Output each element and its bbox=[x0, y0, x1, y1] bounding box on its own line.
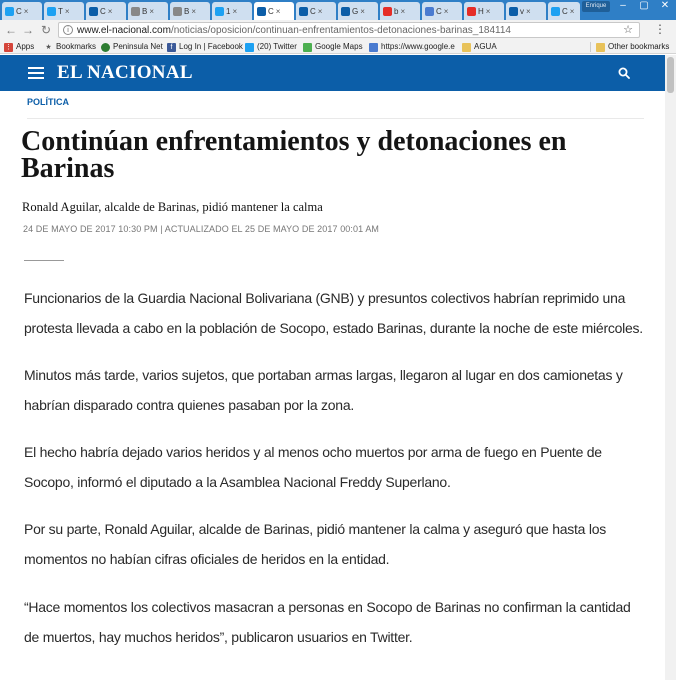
facebook-icon: f bbox=[167, 43, 176, 52]
article-dateline: 24 DE MAYO DE 2017 10:30 PM | ACTUALIZADO EL 25 DE MAYO DE 2017 00:01 AM bbox=[23, 224, 380, 234]
browser-toolbar bbox=[0, 20, 676, 40]
bookmark-bookmarks[interactable]: ★ Bookmarks bbox=[45, 42, 97, 51]
site-header bbox=[0, 55, 665, 91]
article-paragraph: “Hace momentos los colectivos masacran a personas en Socopo de Barinas no confirman la cantidad de muertos, hay muchos heridos”, publicaron usuarios en Twitter. bbox=[24, 599, 631, 645]
bookmark-agua[interactable]: AGUA bbox=[462, 41, 497, 53]
browser-tab[interactable]: b × bbox=[380, 2, 420, 20]
twitter-icon bbox=[215, 7, 224, 16]
bookmark-peninsula-net[interactable]: Peninsula Net bbox=[101, 41, 163, 53]
tab-close-icon[interactable]: × bbox=[485, 6, 491, 16]
google-icon bbox=[173, 7, 182, 16]
apps-icon: ⋮ bbox=[5, 43, 12, 51]
browser-tab[interactable]: C × bbox=[548, 2, 580, 20]
reload-button[interactable]: ↻ bbox=[40, 23, 52, 37]
page-scrollbar[interactable] bbox=[665, 55, 676, 680]
browser-tab[interactable]: B × bbox=[128, 2, 168, 20]
google-icon bbox=[131, 7, 140, 16]
info-icon[interactable]: i bbox=[63, 25, 73, 35]
search-icon[interactable] bbox=[618, 67, 630, 79]
twitter-icon bbox=[47, 7, 56, 16]
tab-close-icon[interactable]: × bbox=[232, 6, 238, 16]
tab-close-icon[interactable]: × bbox=[191, 6, 197, 16]
menu-kebab-icon[interactable]: ⋮ bbox=[654, 22, 666, 36]
browser-tab[interactable]: B × bbox=[170, 2, 210, 20]
browser-tab[interactable]: C × bbox=[86, 2, 126, 20]
back-button[interactable]: ← bbox=[5, 23, 17, 37]
page-icon bbox=[369, 43, 378, 52]
maps-icon bbox=[303, 43, 312, 52]
article-paragraph: Funcionarios de la Guardia Nacional Bolivariana (GNB) y presuntos colectivos habrían reprimido una protesta llevada a cabo en la población de Socopo, estado Barinas, durante la noche de este miércoles. bbox=[24, 290, 643, 336]
close-window-button[interactable]: ✕ bbox=[660, 0, 670, 11]
twitter-icon bbox=[551, 7, 560, 16]
browser-tab[interactable]: G × bbox=[338, 2, 378, 20]
folder-icon bbox=[462, 43, 471, 52]
tab-close-icon[interactable]: × bbox=[149, 6, 155, 16]
tab-close-icon[interactable]: × bbox=[360, 6, 365, 16]
elnacional-icon bbox=[341, 7, 350, 16]
bookmarks-bar bbox=[0, 40, 676, 54]
browser-tab-active[interactable]: C × bbox=[254, 2, 294, 20]
scrollbar-thumb[interactable] bbox=[667, 57, 674, 93]
tab-close-icon[interactable]: × bbox=[317, 6, 323, 16]
section-label[interactable]: POLÍTICA bbox=[27, 97, 69, 107]
bookmark-facebook[interactable]: f Log In | Facebook bbox=[167, 41, 243, 53]
tab-close-icon[interactable]: × bbox=[107, 6, 113, 16]
elnacional-icon bbox=[509, 7, 518, 16]
browser-tab[interactable]: H × bbox=[464, 2, 504, 20]
tab-close-icon[interactable]: × bbox=[275, 6, 281, 16]
tab-close-icon[interactable]: × bbox=[23, 6, 29, 16]
elnacional-icon bbox=[299, 7, 308, 16]
article-headline: Continúan enfrentamientos y detonaciones en Barinas bbox=[21, 126, 567, 184]
article-paragraph: Minutos más tarde, varios sujetos, que portaban armas largas, llegaron al lugar en dos camionetas y habrían disparado contra quienes pasaban por la zona. bbox=[24, 367, 623, 413]
bookmarks-separator bbox=[590, 42, 591, 52]
maximize-button[interactable]: ▢ bbox=[639, 0, 649, 11]
article-paragraph: Por su parte, Ronald Aguilar, alcalde de Barinas, pidió mantener la calma y aseguró que hasta los momentos no habían cifras oficiales de heridos en la entidad. bbox=[24, 521, 607, 567]
site-logo[interactable]: EL NACIONAL bbox=[57, 62, 193, 83]
twitter-icon bbox=[5, 7, 14, 16]
browser-tab[interactable]: v × bbox=[506, 2, 546, 20]
page-icon bbox=[425, 7, 434, 16]
divider bbox=[27, 118, 644, 119]
browser-tab-strip bbox=[0, 0, 676, 20]
article-paragraph: El hecho habría dejado varios heridos y al menos ocho muertos por arma de fuego en Puente de Socopo, informó el diputado a la Asamblea Nacional Freddy Superlano. bbox=[24, 444, 602, 490]
folder-icon bbox=[596, 43, 605, 52]
browser-tab[interactable]: T × bbox=[44, 2, 84, 20]
bookmark-star-icon[interactable]: ☆ bbox=[623, 24, 633, 36]
elnacional-icon bbox=[89, 7, 98, 16]
browser-tab[interactable]: 1 × bbox=[212, 2, 252, 20]
minimize-button[interactable]: – bbox=[620, 0, 626, 11]
star-icon: ★ bbox=[45, 43, 52, 51]
twitter-icon bbox=[245, 43, 254, 52]
bookmark-google[interactable]: https://www.google.e bbox=[369, 41, 455, 53]
bookmark-twitter[interactable]: (20) Twitter bbox=[245, 41, 297, 53]
divider bbox=[24, 260, 64, 261]
bookmark-google-maps[interactable]: Google Maps bbox=[303, 41, 363, 53]
hamburger-menu-icon[interactable] bbox=[28, 67, 44, 79]
bookmark-apps[interactable]: ⋮ Apps bbox=[5, 42, 35, 51]
browser-tab[interactable]: C × bbox=[296, 2, 336, 20]
tab-close-icon[interactable]: × bbox=[526, 6, 531, 16]
forward-button[interactable]: → bbox=[22, 23, 34, 37]
tab-close-icon[interactable]: × bbox=[64, 6, 70, 16]
profile-badge[interactable]: Enrique bbox=[582, 1, 610, 12]
browser-tab[interactable]: C × bbox=[422, 2, 462, 20]
article-subtitle: Ronald Aguilar, alcalde de Barinas, pidió mantener la calma bbox=[22, 200, 323, 214]
tab-close-icon[interactable]: × bbox=[443, 6, 449, 16]
address-bar[interactable] bbox=[58, 22, 640, 38]
youtube-icon bbox=[383, 7, 392, 16]
tab-close-icon[interactable]: × bbox=[569, 6, 575, 16]
elnacional-icon bbox=[257, 7, 266, 16]
url-text[interactable]: www.el-nacional.com/noticias/oposicion/continuan-enfrentamientos-detonaciones-barinas_184114 bbox=[77, 25, 511, 36]
tab-close-icon[interactable]: × bbox=[400, 6, 406, 16]
browser-tab[interactable]: C × bbox=[2, 2, 42, 20]
globe-icon bbox=[101, 43, 110, 52]
bookmark-other[interactable]: Other bookmarks bbox=[596, 41, 669, 53]
youtube-icon bbox=[467, 7, 476, 16]
